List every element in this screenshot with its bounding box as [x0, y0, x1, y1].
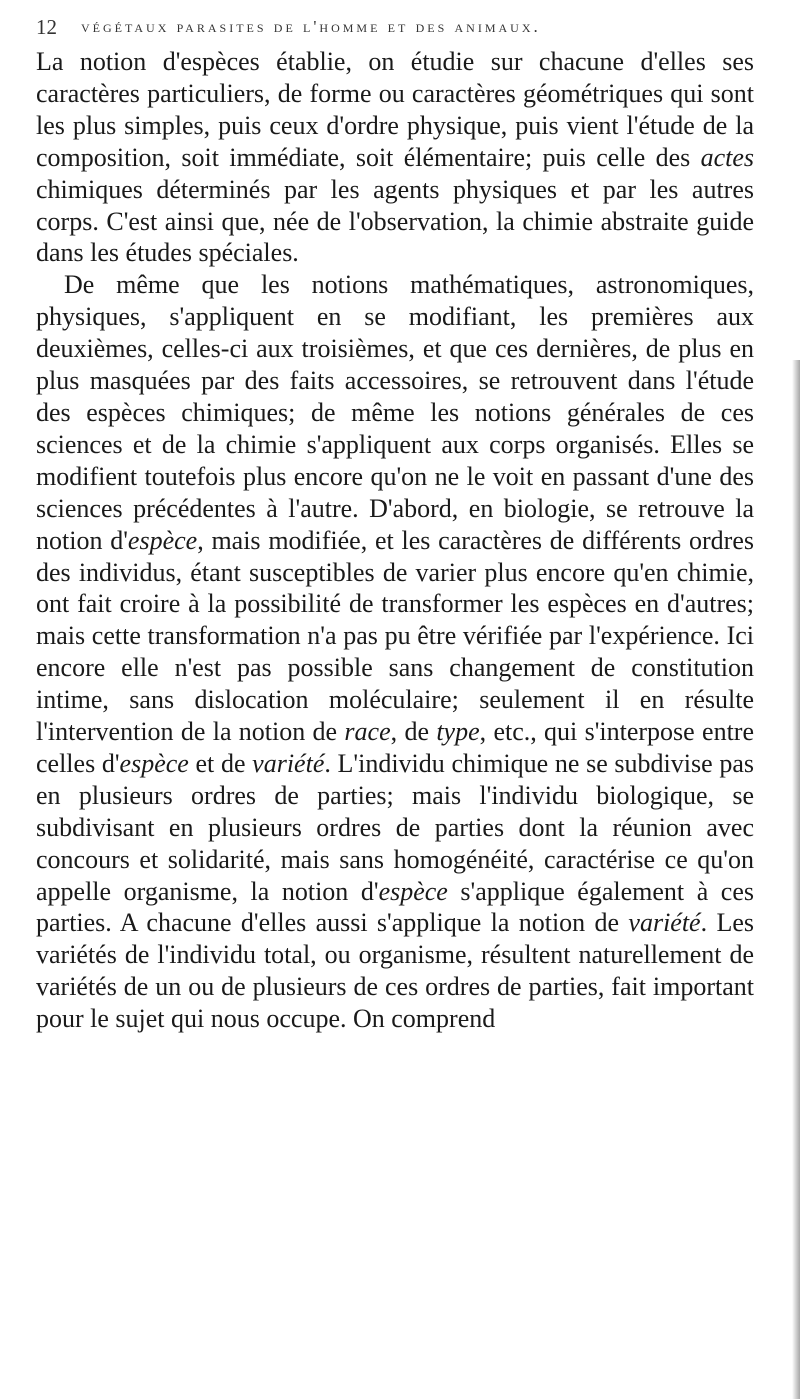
text-segment-italic: espèce	[127, 525, 198, 555]
text-segment-italic: espèce	[378, 876, 448, 906]
text-segment: , de	[390, 717, 437, 747]
text-segment-italic: variété	[628, 908, 701, 938]
page-edge-shadow	[792, 360, 800, 1399]
page-number: 12	[36, 14, 57, 39]
running-title: végétaux parasites de l'homme et des animaux.	[81, 17, 541, 36]
text-segment-italic: actes	[700, 142, 754, 172]
text-segment: , mais modifiée, et les caractères de différents ordres des individus, étant susceptibles de varier plus encore qu'en chimie, ont fait croire à la possibilité de transformer les espèces en d'autres; mais cette transformation n'a pas pu être vérifiée par l'expérience. Ici encore elle n'est pas possible sans changement de constitution intime, sans dislocation moléculaire; seulement il en résulte l'intervention de la notion de	[36, 525, 754, 747]
text-segment-italic: variété	[252, 748, 325, 778]
text-segment: chimiques déterminés par les agents physiques et par les autres corps. C'est ainsi que, née de l'observation, la chimie abstraite guide dans les études spéciales.	[36, 174, 754, 268]
paragraph-2	[36, 269, 754, 1035]
text-segment: . Les variétés de l'individu total, ou organisme, résultent naturellement de variétés de un ou de plusieurs de ces ordres de parties, fait important pour le sujet qui nous occupe. On comprend	[36, 908, 754, 1034]
text-segment: , etc., qui s'interpose entre celles d'	[36, 717, 754, 778]
running-head	[36, 14, 756, 40]
text-segment-italic: race	[344, 717, 391, 747]
text-segment-italic: type	[436, 717, 480, 747]
text-segment-italic: espèce	[119, 748, 189, 778]
body-text	[36, 46, 754, 1035]
text-segment: . L'individu chimique ne se subdivise pas en plusieurs ordres de parties; mais l'individu biologique, se subdivisant en plusieurs ordres de parties dont la réunion avec concours et solidarité, mais sans homogénéité, caractérise ce qu'on appelle organisme, la notion d'	[36, 748, 754, 906]
text-segment: De même que les notions mathématiques, astronomiques, physiques, s'appliquent en se modifiant, les premières aux deuxièmes, celles-ci aux troisièmes, et que ces dernières, de plus en plus masquées par des faits accessoires, se retrouvent dans l'étude des espèces chimiques; de même les notions générales de ces sciences et de la chimie s'appliquent aux corps organisés. Elles se modifient toutefois plus encore qu'on ne le voit en passant d'une des sciences précédentes à l'autre. D'abord, en biologie, se retrouve la notion d'	[36, 270, 754, 555]
text-segment: et de	[188, 748, 253, 778]
paragraph-1	[36, 46, 754, 269]
text-segment: La notion d'espèces établie, on étudie sur chacune d'elles ses caractères particuliers, de forme ou caractères géométriques qui sont les plus simples, puis ceux d'ordre physique, puis vient l'étude de la composition, soit immédiate, soit élémentaire; puis celle des	[36, 47, 754, 172]
text-segment: s'applique également à ces parties. A chacune d'elles aussi s'applique la notion de	[36, 876, 755, 938]
